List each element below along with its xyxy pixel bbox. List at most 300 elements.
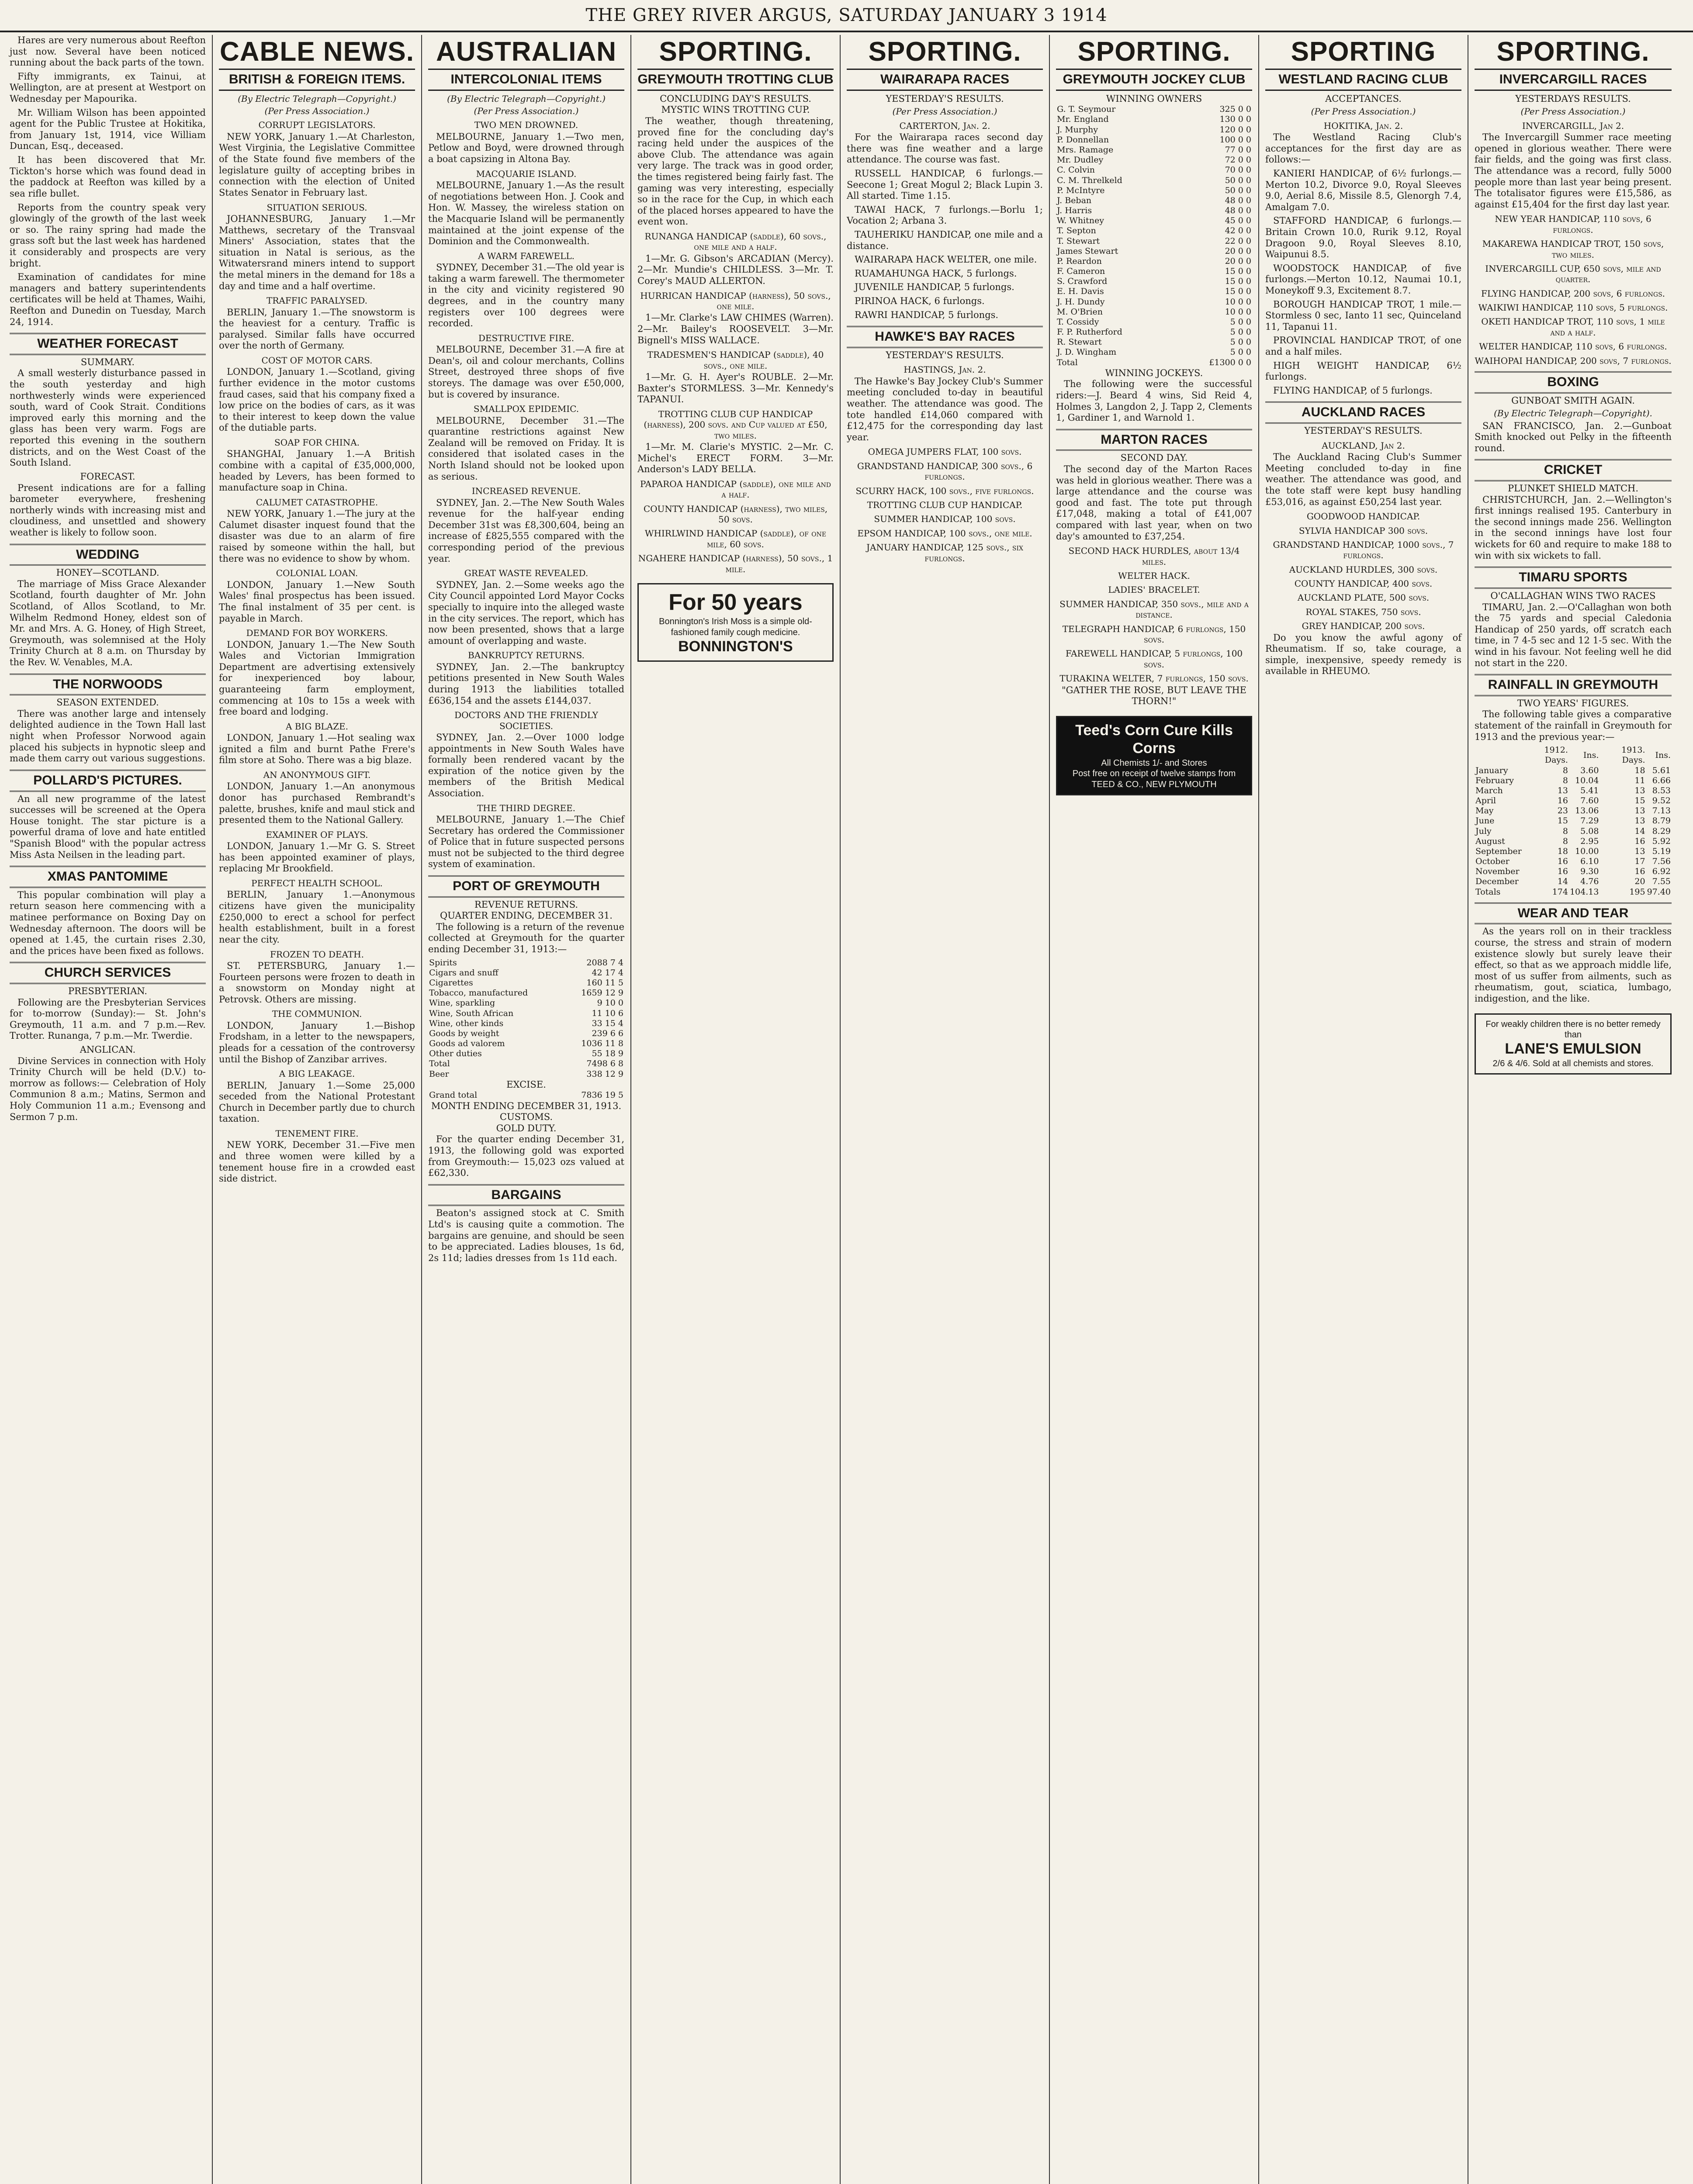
table-cell: 42 0 0	[1225, 226, 1251, 236]
table-cell: J. Murphy	[1057, 124, 1098, 135]
credit: (By Electric Telegraph—Copyright.)	[238, 93, 396, 104]
race-heading: SUMMER HANDICAP, 100 sovs.	[874, 514, 1016, 525]
race-heading: LADIES' BRACELET.	[1108, 584, 1200, 595]
table-cell: T. Stewart	[1057, 236, 1100, 246]
race-heading: SYLVIA HANDICAP 300 sovs.	[1298, 525, 1428, 536]
table-row	[1056, 165, 1252, 175]
wear-text: As the years roll on in their trackless course, the stress and strain of modern existence slowly but surely leave their effect, so that as we approach middle life, most of us suffer from ailments, such as rheumatism, gout, sciatica, lumbago, indigestion, and the like.	[1475, 926, 1672, 1004]
item-text: ST. PETERSBURG, January 1.—Fourteen persons were frozen to death in a snowstorm on Monday night at Petrovsk. Others are missing.	[219, 960, 415, 1005]
table-row	[1056, 196, 1252, 206]
table-cell: Total	[429, 1059, 450, 1069]
table-cell: 6.10	[1580, 857, 1599, 867]
race-heading: INVERCARGILL CUP, 650 sovs, mile and quarter.	[1485, 263, 1661, 285]
wedding-heading: WEDDING	[10, 544, 206, 566]
table-cell: 4.76	[1580, 877, 1599, 887]
credit: (Per Press Association.)	[1520, 106, 1626, 117]
race-result: HIGH WEIGHT HANDICAP, 6½ furlongs.	[1265, 360, 1461, 382]
item-text: LONDON, January 1.—New South Wales' final prospectus has been issued. The final instalment of 35 per cent. is payable in March.	[219, 579, 415, 624]
advert-price: 2/6 & 4/6. Sold at all chemists and stores.	[1492, 1058, 1654, 1068]
local-item: Examination of candidates for mine managers and battery superintendents certificates will be held at Thames, Waihi, Reefton and Dunedin on Tuesday, March 24, 1914.	[10, 272, 206, 327]
advert-text: Bonnington's Irish Moss is a simple old-fashioned family cough medicine.	[659, 617, 812, 637]
rainfall-table	[1475, 745, 1672, 897]
table-cell: J. Beban	[1057, 195, 1092, 205]
item-heading: TWO MEN DROWNED.	[474, 120, 578, 131]
race-result: 1—Mr. M. Clarie's MYSTIC. 2—Mr. C. Michel's ERECT FORM. 3—Mr. Anderson's LADY BELLA.	[637, 442, 834, 475]
norwoods-text: There was another large and intensely delighted audience in the Town Hall last night when Professor Norwood again placed his subjects in hypnotic sleep and made them carry out various suggestions.	[10, 708, 206, 764]
race-heading: AUCKLAND PLATE, 500 sovs.	[1297, 592, 1430, 603]
race-result: 1—Mr. Clarke's LAW CHIMES (Warren). 2—Mr. Bailey's ROOSEVELT. 3—Mr. Bignell's MISS WALLACE.	[637, 312, 834, 346]
table-cell: 7.29	[1580, 816, 1599, 826]
table-cell: 50 0 0	[1225, 175, 1251, 185]
xmas-heading: XMAS PANTOMIME	[10, 866, 206, 888]
table-cell: 13.06	[1575, 806, 1599, 816]
credit: (Per Press Association.)	[474, 106, 579, 117]
table-cell: Goods by weight	[429, 1028, 499, 1038]
race-heading: SUMMER HANDICAP, 350 sovs., mile and a distance.	[1059, 598, 1249, 620]
item-heading: A BIG LEAKAGE.	[279, 1068, 355, 1079]
race-heading: GREY HANDICAP, 200 sovs.	[1302, 621, 1425, 632]
table-cell: James Stewart	[1057, 246, 1118, 256]
hawkes-bay-heading: HAWKE'S BAY RACES	[847, 326, 1043, 348]
credit: (Per Press Association.)	[264, 106, 370, 117]
item-text: BERLIN, January 1.—Some 25,000 seceded from the National Protestant Church in December partly due to church taxation.	[219, 1080, 415, 1124]
table-cell: Wine, South African	[429, 1008, 514, 1018]
table-cell: 195	[1629, 887, 1645, 897]
table-cell: 5.41	[1580, 785, 1599, 795]
table-cell: 48 0 0	[1225, 206, 1251, 216]
cricket-heading: CRICKET	[1475, 459, 1672, 481]
table-cell: 8.79	[1652, 816, 1671, 826]
forecast-subheading: FORECAST.	[80, 471, 135, 482]
column-2	[213, 35, 422, 2184]
table-cell: 70 0 0	[1225, 165, 1251, 175]
cricket-text: CHRISTCHURCH, Jan. 2.—Wellington's first innings realised 195. Canterbury in the second innings made 256. Wellington in the second innings have lost four wickets for 60 and require to make 188 to win with six wickets to fall.	[1475, 494, 1672, 561]
table-cell: Cigarettes	[429, 978, 473, 988]
table-cell: 338 12 9	[586, 1069, 623, 1079]
dateline: HASTINGS, Jan. 2.	[904, 364, 986, 375]
table-cell: February	[1475, 775, 1514, 785]
table-cell: 10.04	[1575, 775, 1599, 785]
table-cell: Other duties	[429, 1049, 482, 1059]
column-1	[3, 35, 213, 2184]
table-row	[428, 968, 624, 978]
xmas-text: This popular combination will play a return season here commencing with a matinee performance on Boxing Day on Wednesday afternoon. The doors will be opened at 1.45, the curtain rises 2.30, and the prices have been fixed as follows.	[10, 889, 206, 956]
table-row	[1056, 246, 1252, 256]
item-heading: THE THIRD DEGREE.	[477, 802, 576, 813]
table-cell: 55 18 9	[592, 1049, 623, 1059]
table-cell: C. Colvin	[1057, 165, 1095, 175]
table-cell: 2088 7 4	[586, 957, 623, 968]
sporting-heading: SPORTING.	[659, 37, 812, 67]
rainfall-subheading: TWO YEARS' FIGURES.	[1517, 698, 1629, 708]
table-row	[1475, 766, 1672, 776]
port-heading: PORT OF GREYMOUTH	[428, 875, 624, 898]
table-cell: 1659 12 9	[581, 988, 623, 998]
race-result: TAUHERIKU HANDICAP, one mile and a distance.	[847, 229, 1043, 251]
table-cell: 2.95	[1580, 836, 1599, 846]
race-heading: AUCKLAND HURDLES, 300 sovs.	[1289, 564, 1438, 575]
table-row	[1056, 256, 1252, 266]
day-line: YESTERDAY'S RESULTS.	[886, 93, 1004, 104]
cricket-subheading: PLUNKET SHIELD MATCH.	[1507, 483, 1639, 494]
table-row	[1056, 155, 1252, 165]
race-report: The Hawke's Bay Jockey Club's Summer meeting concluded to-day in beautiful weather. The attendance was good. The tote handled £14,060 compared with £12,475 for the corresponding day last year.	[847, 376, 1043, 442]
race-heading: TRADESMEN'S HANDICAP (saddle), 40 sovs., one mile.	[647, 349, 824, 371]
race-heading: NGAHERE HANDICAP (harness), 50 sovs., 1 mile.	[638, 553, 833, 574]
table-cell: Totals	[1475, 887, 1501, 897]
advert-brand: BONNINGTON'S	[678, 638, 793, 655]
table-row	[1475, 796, 1672, 806]
table-cell: 17	[1634, 857, 1645, 867]
item-text: SYDNEY, Jan. 2.—The bankruptcy petitions presented in New South Wales during 1913 the liabilities totalled £636,154 and the assets £144,037.	[428, 661, 624, 706]
wairarapa-subheading: WAIRARAPA RACES	[847, 69, 1043, 91]
race-result: FLYING HANDICAP, of 5 furlongs.	[1273, 385, 1433, 396]
item-text: MELBOURNE, January 1.—Two men, Petlow and Boyd, were drowned through a boat capsizing in Altona Bay.	[428, 131, 624, 165]
rainfall-heading: RAINFALL IN GREYMOUTH	[1475, 674, 1672, 696]
table-row	[428, 1049, 624, 1059]
column-4	[631, 35, 841, 2184]
advert-headline: For 50 years	[668, 589, 803, 615]
table-cell: March	[1475, 785, 1503, 795]
table-cell: Total	[1057, 357, 1078, 367]
table-cell: Wine, sparkling	[429, 998, 495, 1008]
day-line: YESTERDAY'S RESULTS.	[1304, 425, 1423, 436]
anglican-text: Divine Services in connection with Holy Trinity Church will be held (D.V.) to-morrow as follows:— Celebration of Holy Communion 8 a.m.; Matins, Sermon and Holy Communion 11 a.m.; Evensong and Sermon 7 p.m.	[10, 1055, 206, 1122]
race-heading: NEW YEAR HANDICAP, 110 sovs, 6 furlongs.	[1495, 214, 1651, 235]
table-row	[1475, 826, 1672, 836]
item-heading: BANKRUPTCY RETURNS.	[468, 650, 585, 661]
table-cell: 6.66	[1652, 775, 1671, 785]
race-heading: PAPAROA HANDICAP (saddle), one mile and a half.	[640, 478, 831, 500]
table-row	[1056, 297, 1252, 307]
table-cell: 20	[1634, 877, 1645, 887]
advert-text: For weakly children there is no better remedy than	[1485, 1019, 1661, 1040]
owners-table	[1056, 104, 1252, 367]
weather-heading: WEATHER FORECAST	[10, 333, 206, 355]
jockey-club-subheading: GREYMOUTH JOCKEY CLUB	[1056, 69, 1252, 91]
norwoods-subheading: SEASON EXTENDED.	[56, 697, 159, 708]
table-row	[428, 978, 624, 988]
table-cell: Ins.	[1655, 750, 1671, 760]
table-row	[1475, 857, 1672, 867]
race-report: The Westland Racing Club's acceptances for the first day are as follows:—	[1265, 132, 1461, 165]
table-cell: P. McIntyre	[1057, 185, 1105, 195]
table-cell: 14	[1634, 826, 1645, 836]
race-heading: GRANDSTAND HANDICAP, 1000 sovs., 7 furlongs.	[1273, 539, 1454, 561]
table-cell: Mr. England	[1057, 114, 1109, 124]
table-cell: M. O'Brien	[1057, 307, 1103, 317]
race-report: The Invercargill Summer race meeting opened in glorious weather. There were fair fields, and the going was first class. The attendance was a record, fully 5000 people more than last year being present. The totalisator figures were £15,586, as against £15,404 for the first day last year.	[1475, 132, 1672, 210]
table-row	[1056, 236, 1252, 246]
item-text: NEW YORK, January 1.—At Charleston, West Virginia, the Legislative Committee of the State found five members of the legislature guilty of accepting bribes in connection with the election of United States Senator in February last.	[219, 131, 415, 198]
advert-brand: LANE'S EMULSION	[1505, 1040, 1641, 1057]
table-cell: Mr. Dudley	[1057, 155, 1104, 165]
table-cell: R. Stewart	[1057, 337, 1102, 347]
credit: (Per Press Association.)	[1311, 106, 1416, 117]
item-text: LONDON, January 1.—An anonymous donor has purchased Rembrandt's palette, brushes, knife and maul stick and presented them to the National Gallery.	[219, 781, 415, 826]
item-text: SYDNEY, Jan. 2.—Some weeks ago the City Council appointed Lord Mayor Cocks specially to inquire into the alleged waste in the city services. The report, which has now been presented, shows that a large amount of overlapping and waste.	[428, 579, 624, 646]
item-text: SYDNEY, Jan. 2.—Over 1000 lodge appointments in New South Wales have formally been rendered vacant by the expiration of the notice given by the members of the British Medical Association.	[428, 732, 624, 799]
table-row	[1475, 806, 1672, 816]
grand-total-table	[428, 1090, 624, 1100]
boxing-heading: BOXING	[1475, 371, 1672, 394]
intercolonial-subheading: INTERCOLONIAL ITEMS	[428, 69, 624, 91]
jockeys-heading: WINNING JOCKEYS.	[1105, 367, 1203, 378]
quote-heading: "GATHER THE ROSE, BUT LEAVE THE THORN!"	[1061, 684, 1247, 707]
table-cell: C. M. Threlkeld	[1057, 175, 1122, 185]
column-6	[1050, 35, 1259, 2184]
table-row	[1475, 816, 1672, 826]
table-cell: £1300 0 0	[1209, 357, 1251, 367]
race-heading: WAIKIWI HANDICAP, 110 sovs, 5 furlongs.	[1478, 302, 1668, 313]
item-heading: FROZEN TO DEATH.	[270, 949, 364, 960]
table-cell: 13	[1634, 816, 1645, 826]
table-row	[1475, 877, 1672, 887]
table-cell: 5 0 0	[1230, 317, 1251, 327]
table-cell: 18	[1634, 765, 1645, 775]
table-cell: J. Harris	[1057, 206, 1092, 216]
table-cell: 13	[1634, 785, 1645, 795]
norwoods-heading: THE NORWOODS	[10, 674, 206, 696]
table-cell: J. H. Dundy	[1057, 297, 1105, 307]
table-row	[1056, 176, 1252, 186]
table-cell: 48 0 0	[1225, 195, 1251, 205]
port-quarter: QUARTER ENDING, DECEMBER 31.	[440, 910, 613, 921]
table-cell: October	[1475, 857, 1510, 867]
table-cell: 8.53	[1652, 785, 1671, 795]
race-result: PIRINOA HACK, 6 furlongs.	[855, 296, 985, 306]
dateline: HOKITIKA, Jan. 2.	[1323, 120, 1403, 131]
table-row	[428, 1009, 624, 1019]
race-result: WAIRARAPA HACK WELTER, one mile.	[855, 254, 1037, 265]
item-text: NEW YORK, January 1.—The jury at the Calumet disaster inquest found that the disaster was due to an alarm of fire raised by someone within the hall, but there was no evidence to show by whom.	[219, 508, 415, 564]
table-cell: 5.19	[1652, 846, 1671, 856]
table-cell: E. H. Davis	[1057, 287, 1104, 297]
race-heading: GOODWOOD HANDICAP.	[1306, 511, 1420, 522]
item-heading: DEMAND FOR BOY WORKERS.	[246, 628, 388, 639]
race-heading: OMEGA JUMPERS FLAT, 100 sovs.	[868, 446, 1022, 457]
wear-heading: WEAR AND TEAR	[1475, 902, 1672, 925]
table-cell: June	[1475, 816, 1495, 826]
acceptances-line: ACCEPTANCES.	[1325, 93, 1402, 104]
table-cell: G. T. Seymour	[1057, 104, 1116, 114]
table-row	[428, 1039, 624, 1049]
table-cell: 77 0 0	[1225, 145, 1251, 155]
timaru-subheading: O'CALLAGHAN WINS TWO RACES	[1490, 590, 1656, 601]
table-cell: 7.56	[1652, 857, 1671, 867]
table-cell: 5 0 0	[1230, 327, 1251, 337]
table-row	[1475, 776, 1672, 786]
gold-heading: GOLD DUTY.	[496, 1123, 557, 1133]
wedding-text: The marriage of Miss Grace Alexander Scotland, fourth daughter of Mr. John Scotland, of Allos Scotland, to Mr. Wilhelm Redmond Honey, eldest son of Mr. and Mrs. A. G. Honey, of High Street, Greymouth, was solemnised at the Holy Trinity Church at 8 a.m. on Thursday by the Rev. W. Venables, M.A.	[10, 578, 206, 668]
table-cell: 9.52	[1652, 796, 1671, 806]
table-cell: 9 10 0	[597, 998, 623, 1008]
item-heading: PERFECT HEALTH SCHOOL.	[251, 878, 383, 889]
church-heading: CHURCH SERVICES	[10, 962, 206, 984]
table-cell: 11	[1634, 775, 1645, 785]
port-text: The following is a return of the revenue collected at Greymouth for the quarter ending December 31, 1913:—	[428, 921, 624, 955]
sporting-heading: SPORTING.	[1496, 37, 1650, 67]
table-cell: 13	[1557, 785, 1568, 795]
table-row	[1056, 327, 1252, 337]
table-cell: 16	[1557, 796, 1568, 806]
table-cell: 5.92	[1652, 836, 1671, 846]
item-text: JOHANNESBURG, January 1.—Mr Matthews, secretary of the Transvaal Miners' Association, states that the situation in Natal is serious, as the Witwatersrand miners intend to support the metal miners in the demand for 18s a day and time and a half overtime.	[219, 213, 415, 291]
table-cell: 5 0 0	[1230, 347, 1251, 357]
table-row	[1056, 358, 1252, 368]
table-row	[1056, 317, 1252, 327]
race-heading: COUNTY HANDICAP (harness), two miles, 50 sovs.	[643, 503, 828, 525]
race-heading: OKETI HANDICAP TROT, 110 sovs, 1 mile and a half.	[1481, 316, 1665, 338]
table-cell: 100 0 0	[1219, 135, 1251, 145]
table-cell: January	[1475, 765, 1508, 775]
church-text: Following are the Presbyterian Services for to-morrow (Sunday):— St. John's Greymouth, 11 a.m. and 7 p.m.—Rev. Trotter. Runanga, 7 p.m.—Mr. Twerdie.	[10, 997, 206, 1041]
table-cell: 5.08	[1580, 826, 1599, 836]
gold-text: For the quarter ending December 31, 1913, the following gold was exported from Greymouth:— 15,023 ozs valued at £62,330.	[428, 1134, 624, 1178]
marton-heading: MARTON RACES	[1056, 429, 1252, 451]
item-heading: THE COMMUNION.	[272, 1009, 362, 1019]
race-heading: FLYING HANDICAP, 200 sovs, 6 furlongs.	[1481, 288, 1665, 299]
column-7	[1259, 35, 1468, 2184]
race-report: The second day of the Marton Races was held in glorious weather. There was a large attendance and the course was good and fast. The tote put through £17,048, making a total of £41,007 compared with last year, when on two day's amounted to £37,254.	[1056, 464, 1252, 542]
race-result: STAFFORD HANDICAP, 6 furlongs.—Britain Crown 10.0, Rurik 9.12, Royal Dragoon 9.0, Royal Sleeves 8.10, Waipunui 8.5.	[1265, 215, 1461, 260]
race-heading: SCURRY HACK, 100 sovs., five furlongs.	[855, 485, 1034, 496]
item-heading: COST OF MOTOR CARS.	[261, 355, 373, 366]
item-heading: COLONIAL LOAN.	[276, 568, 358, 579]
table-row	[1056, 206, 1252, 216]
item-heading: TENEMENT FIRE.	[275, 1128, 359, 1139]
table-cell: Spirits	[429, 957, 457, 968]
race-result: RUAMAHUNGA HACK, 5 furlongs.	[855, 268, 1017, 279]
table-row	[428, 1029, 624, 1039]
british-foreign-subheading: BRITISH & FOREIGN ITEMS.	[219, 69, 415, 91]
item-heading: SMALLPOX EPIDEMIC.	[473, 404, 579, 415]
table-row	[1475, 887, 1672, 897]
item-text: MELBOURNE, January 1.—The Chief Secretary has ordered the Commissioner of Police that in future suspected persons must not be subjected to the third degree system of examination.	[428, 814, 624, 870]
race-result: JUVENILE HANDICAP, 5 furlongs.	[855, 282, 1014, 293]
item-text: SYDNEY, December 31.—The old year is taking a warm farewell. The thermometer in the city and vicinity registered 90 degrees, and in the country many registers over 100 degrees were recorded.	[428, 262, 624, 329]
table-row	[1056, 125, 1252, 135]
table-cell: April	[1475, 796, 1496, 806]
auckland-heading: AUCKLAND RACES	[1265, 401, 1461, 424]
table-cell: 239 6 6	[592, 1028, 623, 1038]
table-cell: P. Donnellan	[1057, 135, 1109, 145]
table-cell: 16	[1557, 867, 1568, 877]
item-text: SHANGHAI, January 1.—A British combine with a capital of £35,000,000, headed by Levers, has been formed to manufacture soap in China.	[219, 449, 415, 493]
race-heading: COUNTY HANDICAP, 400 sovs.	[1294, 578, 1433, 589]
table-cell: 7498 6 8	[586, 1059, 623, 1069]
table-row	[1056, 266, 1252, 276]
table-cell: 130 0 0	[1219, 114, 1251, 124]
credit: (By Electric Telegraph—Copyright.)	[447, 93, 606, 104]
table-cell: 6.92	[1652, 867, 1671, 877]
anglican-subheading: ANGLICAN.	[80, 1044, 136, 1055]
grand-total-label: Grand total	[429, 1090, 478, 1100]
race-heading: HURRICAN HANDICAP (harness), 50 sovs., one mile.	[640, 290, 831, 311]
race-heading: SECOND HACK HURDLES, about 13/4 miles.	[1068, 546, 1240, 567]
race-heading: RUNANGA HANDICAP (saddle), 60 sovs., one mile and a half.	[644, 231, 827, 252]
race-heading: EPSOM HANDICAP, 100 sovs., one mile.	[857, 528, 1032, 539]
table-cell: Mrs. Ramage	[1057, 145, 1114, 155]
dateline: AUCKLAND, Jan 2.	[1322, 440, 1405, 451]
invercargill-subheading: INVERCARGILL RACES	[1475, 69, 1672, 91]
cable-news-heading: CABLE NEWS.	[220, 37, 414, 67]
race-heading: TROTTING CLUB CUP HANDICAP (harness), 200 sovs. and Cup valued at £50, two miles.	[644, 408, 827, 441]
table-row	[1056, 186, 1252, 196]
table-cell: T. Septon	[1057, 226, 1096, 236]
owners-heading: WINNING OWNERS	[1106, 93, 1202, 104]
item-text: SYDNEY, Jan. 2.—The New South Wales revenue for the half-year ending December 31st was £8,300,604, being an increase of £825,555 compared with the corresponding period of the previous year.	[428, 497, 624, 564]
table-row	[428, 1090, 624, 1100]
boxing-text: SAN FRANCISCO, Jan. 2.—Gunboat Smith knocked out Pelky in the fifteenth round.	[1475, 420, 1672, 453]
table-row	[1475, 786, 1672, 796]
race-result: 1—Mr. G. Gibson's ARCADIAN (Mercy). 2—Mr. Mundie's CHILDLESS. 3—Mr. T. Corey's MAUD ALLERTON.	[637, 253, 834, 286]
table-cell: 45 0 0	[1225, 216, 1251, 226]
table-cell: 20 0 0	[1225, 246, 1251, 256]
table-cell: 16	[1557, 857, 1568, 867]
item-text: BERLIN, January 1.—Anonymous citizens have given the municipality £250,000 to erect a school for perfect health establishment, built in a forest near the city.	[219, 889, 415, 945]
table-cell: Wine, other kinds	[429, 1018, 504, 1028]
table-cell: Tobacco, manufactured	[429, 988, 528, 998]
race-result: RUSSELL HANDICAP, 6 furlongs.—Seecone 1; Great Mogul 2; Black Lupin 3. All started. Time 1.15.	[847, 168, 1043, 201]
item-heading: GREAT WASTE REVEALED.	[464, 568, 589, 579]
table-cell: 33 15 4	[592, 1018, 623, 1028]
table-row	[1475, 745, 1672, 765]
table-row	[428, 1069, 624, 1079]
table-row	[1056, 347, 1252, 357]
table-row	[428, 988, 624, 998]
bonningtons-advert	[637, 583, 834, 662]
table-cell: Beer	[429, 1069, 449, 1079]
race-result: WOODSTOCK HANDICAP, of five furlongs.—Merton 10.12, Naumai 10.1, Moneykoff 9.3, Excitement 8.7.	[1265, 263, 1461, 296]
australian-heading: AUSTRALIAN	[436, 37, 616, 67]
item-text: LONDON, January 1.—Scotland, giving further evidence in the motor customs fraud cases, said that his company fixed a low price on the bodies of cars, as it was to their interest to keep down the value of the dutiable parts.	[219, 366, 415, 433]
table-cell: 7.13	[1652, 806, 1671, 816]
grand-total-value: 7836 19 5	[581, 1090, 623, 1100]
table-cell: 7.60	[1580, 796, 1599, 806]
masthead: THE GREY RIVER ARGUS, SATURDAY JANUARY 3 1914	[0, 0, 1693, 32]
table-cell: November	[1475, 867, 1520, 877]
table-cell: T. Cossidy	[1057, 317, 1099, 327]
table-cell: 8	[1562, 765, 1568, 775]
table-cell: 10.00	[1575, 846, 1599, 856]
local-item: Reports from the country speak very glowingly of the growth of the last week or so. The rainy spring had made the grass soft but the last week has hardened it considerably and prospects are very bright.	[10, 202, 206, 269]
column-3	[422, 35, 631, 2184]
race-heading: JANUARY HANDICAP, 125 sovs., six furlongs.	[866, 542, 1024, 563]
item-heading: SOAP FOR CHINA.	[274, 437, 360, 448]
race-heading: GRANDSTAND HANDICAP, 300 sovs., 6 furlongs.	[857, 460, 1033, 482]
local-item: It has been discovered that Mr. Tickton's horse which was found dead in the paddock at Reefton was killed by a sea rifle bullet.	[10, 155, 206, 199]
advert-headline: Teed's Corn Cure Kills Corns	[1075, 722, 1233, 757]
table-cell: 7.55	[1652, 877, 1671, 887]
bargains-heading: BARGAINS	[428, 1184, 624, 1206]
month-heading: MONTH ENDING DECEMBER 31, 1913.	[431, 1100, 622, 1111]
cup-line: MYSTIC WINS TROTTING CUP.	[661, 104, 810, 115]
table-cell: F. P. Rutherford	[1057, 327, 1122, 337]
church-subheading: PRESBYTERIAN.	[68, 986, 147, 996]
table-row	[428, 1019, 624, 1029]
day-line: YESTERDAY'S RESULTS.	[886, 349, 1004, 360]
item-heading: A BIG BLAZE.	[285, 721, 348, 732]
table-cell: P. Reardon	[1057, 256, 1102, 266]
table-cell: September	[1475, 846, 1522, 856]
sporting-heading: SPORTING.	[868, 37, 1021, 67]
table-cell: 174	[1552, 887, 1568, 897]
race-heading: TROTTING CLUB CUP HANDICAP.	[867, 500, 1023, 511]
table-cell: 8	[1562, 836, 1568, 846]
table-cell: 72 0 0	[1225, 155, 1251, 165]
revenue-table	[428, 958, 624, 1079]
